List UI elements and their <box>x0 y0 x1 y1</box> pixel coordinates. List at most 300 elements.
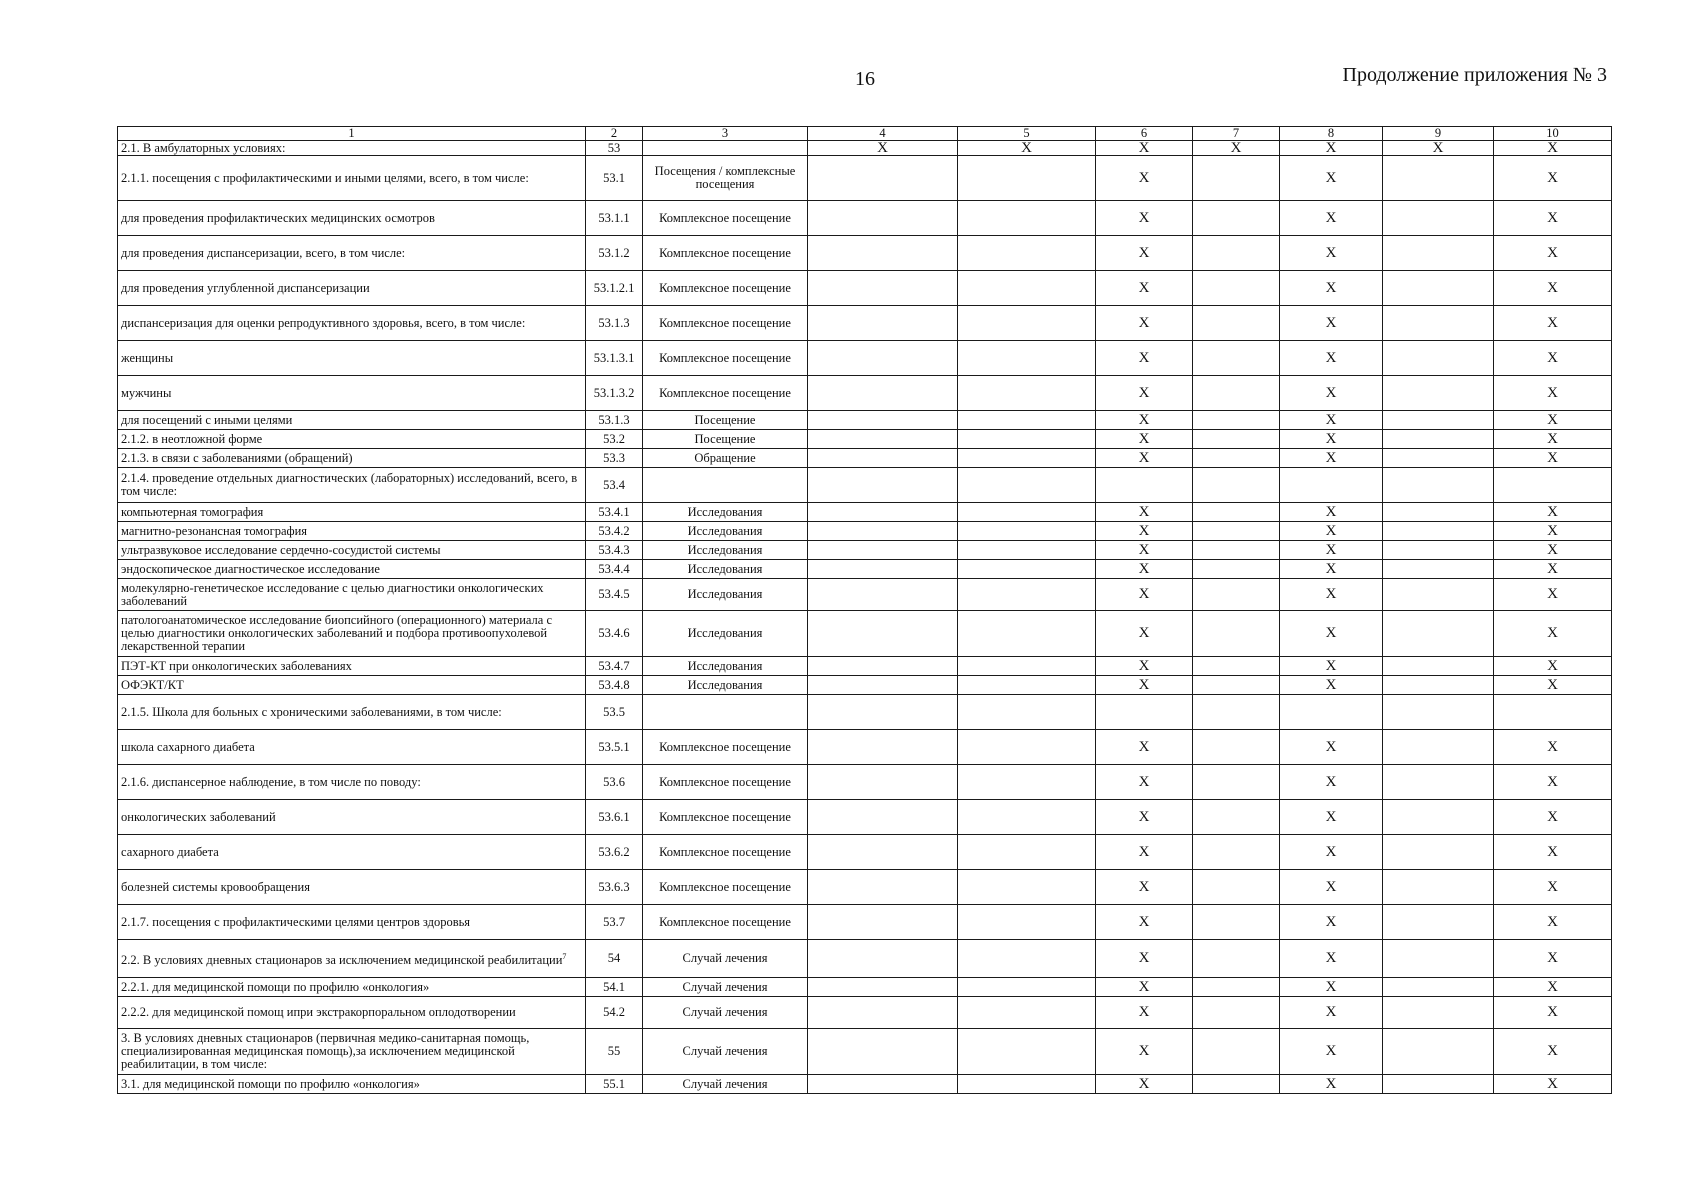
row-code: 53.4.2 <box>586 522 643 541</box>
row-mark-cell <box>958 430 1096 449</box>
row-mark-cell: X <box>1494 940 1612 978</box>
table-row <box>118 306 1612 341</box>
row-mark-cell <box>1193 800 1280 835</box>
row-mark-cell <box>1193 765 1280 800</box>
row-mark-cell: X <box>1494 449 1612 468</box>
row-mark-cell <box>958 503 1096 522</box>
row-code: 53.6.3 <box>586 870 643 905</box>
row-mark-cell <box>1193 271 1280 306</box>
row-mark-cell <box>1193 1029 1280 1075</box>
row-mark-cell <box>1383 997 1494 1029</box>
row-mark-cell: X <box>1096 835 1193 870</box>
row-mark-cell: X <box>1280 411 1383 430</box>
row-code: 53.1.3.1 <box>586 341 643 376</box>
row-mark-cell <box>1383 411 1494 430</box>
row-mark-cell: X <box>1494 271 1612 306</box>
row-mark-cell <box>958 730 1096 765</box>
row-label-text: 3.1. для медицинской помощи по профилю «онкология» <box>121 1076 420 1091</box>
table-row <box>118 870 1612 905</box>
row-mark-cell: X <box>1096 236 1193 271</box>
row-mark-cell <box>958 870 1096 905</box>
row-mark-cell <box>808 306 958 341</box>
row-label <box>118 376 586 411</box>
row-mark-cell: X <box>1494 997 1612 1029</box>
row-label <box>118 579 586 611</box>
row-mark-cell <box>958 306 1096 341</box>
row-mark-cell: X <box>1494 430 1612 449</box>
row-mark-cell: X <box>1280 579 1383 611</box>
row-mark-cell: X <box>1280 978 1383 997</box>
row-label <box>118 978 586 997</box>
row-mark-cell <box>1383 306 1494 341</box>
row-label-text: патологоанатомическое исследование биопсийного (операционного) материала с целью диагностики онкологических заболеваний и подбора противоопухолевой лекарственной терапии <box>121 613 553 653</box>
row-mark-cell: X <box>808 141 958 156</box>
row-unit: Исследования <box>643 676 808 695</box>
row-label <box>118 236 586 271</box>
row-mark-cell: X <box>1494 141 1612 156</box>
row-mark-cell <box>1193 579 1280 611</box>
row-mark-cell <box>958 236 1096 271</box>
table-row <box>118 676 1612 695</box>
row-mark-cell <box>958 341 1096 376</box>
row-mark-cell <box>808 800 958 835</box>
row-mark-cell: X <box>1280 236 1383 271</box>
row-mark-cell <box>808 940 958 978</box>
row-mark-cell <box>958 201 1096 236</box>
row-mark-cell: X <box>1096 1075 1193 1094</box>
table-row <box>118 156 1612 201</box>
row-mark-cell <box>808 997 958 1029</box>
row-label-text: 2.1.7. посещения с профилактическими целями центров здоровья <box>121 914 471 929</box>
row-mark-cell: X <box>1280 522 1383 541</box>
row-code: 53.4.4 <box>586 560 643 579</box>
row-mark-cell <box>1383 156 1494 201</box>
column-number: 10 <box>1494 127 1612 141</box>
column-number: 8 <box>1280 127 1383 141</box>
row-label <box>118 611 586 657</box>
row-mark-cell <box>808 236 958 271</box>
row-unit: Комплексное посещение <box>643 376 808 411</box>
row-mark-cell: X <box>1280 997 1383 1029</box>
row-mark-cell: X <box>1280 905 1383 940</box>
table-row <box>118 835 1612 870</box>
column-number: 1 <box>118 127 586 141</box>
column-number: 7 <box>1193 127 1280 141</box>
row-mark-cell: X <box>1280 430 1383 449</box>
column-number: 9 <box>1383 127 1494 141</box>
row-mark-cell <box>808 978 958 997</box>
row-mark-cell: X <box>1096 765 1193 800</box>
row-mark-cell <box>1193 978 1280 997</box>
row-code: 53.3 <box>586 449 643 468</box>
row-mark-cell <box>808 676 958 695</box>
row-mark-cell: X <box>1383 141 1494 156</box>
row-mark-cell <box>958 541 1096 560</box>
row-label-text: школа сахарного диабета <box>121 739 255 754</box>
row-mark-cell: X <box>1096 997 1193 1029</box>
row-unit <box>643 141 808 156</box>
row-mark-cell: X <box>1280 800 1383 835</box>
row-mark-cell: X <box>1494 657 1612 676</box>
row-unit: Исследования <box>643 541 808 560</box>
row-label <box>118 411 586 430</box>
row-mark-cell: X <box>1280 835 1383 870</box>
row-mark-cell <box>808 1029 958 1075</box>
row-unit: Исследования <box>643 503 808 522</box>
row-label-text: ОФЭКТ/КТ <box>121 677 184 692</box>
row-code: 53 <box>586 141 643 156</box>
row-label-text: сахарного диабета <box>121 844 219 859</box>
row-unit: Комплексное посещение <box>643 201 808 236</box>
row-code: 54.1 <box>586 978 643 997</box>
row-label-text: 2.1.5. Школа для больных с хроническими заболеваниями, в том числе: <box>121 704 502 719</box>
row-label <box>118 430 586 449</box>
row-mark-cell <box>1193 997 1280 1029</box>
row-code: 53.6 <box>586 765 643 800</box>
row-label <box>118 657 586 676</box>
row-mark-cell: X <box>1096 560 1193 579</box>
row-unit: Исследования <box>643 611 808 657</box>
row-label-text: 2.2. В условиях дневных стационаров за исключением медицинской реабилитации <box>121 953 563 968</box>
row-unit: Комплексное посещение <box>643 800 808 835</box>
row-mark-cell: X <box>1280 541 1383 560</box>
row-mark-cell <box>1383 341 1494 376</box>
row-unit: Исследования <box>643 579 808 611</box>
row-mark-cell <box>1193 905 1280 940</box>
row-label-text: 2.1. В амбулаторных условиях: <box>121 140 286 155</box>
row-code: 53.4.7 <box>586 657 643 676</box>
row-mark-cell <box>1383 271 1494 306</box>
row-label <box>118 541 586 560</box>
row-mark-cell <box>1383 201 1494 236</box>
row-mark-cell <box>1193 1075 1280 1094</box>
row-label <box>118 156 586 201</box>
row-mark-cell <box>1383 1075 1494 1094</box>
table-row <box>118 201 1612 236</box>
row-mark-cell <box>808 1075 958 1094</box>
row-mark-cell: X <box>1494 870 1612 905</box>
row-mark-cell: X <box>1494 306 1612 341</box>
row-code: 53.1.3 <box>586 411 643 430</box>
row-mark-cell: X <box>1280 1029 1383 1075</box>
row-mark-cell <box>958 522 1096 541</box>
row-mark-cell <box>1383 800 1494 835</box>
row-code: 55.1 <box>586 1075 643 1094</box>
table-row <box>118 430 1612 449</box>
row-mark-cell <box>1193 611 1280 657</box>
row-label-text: магнитно-резонансная томография <box>121 523 308 538</box>
row-unit: Случай лечения <box>643 978 808 997</box>
row-mark-cell: X <box>1280 1075 1383 1094</box>
table-row <box>118 468 1612 503</box>
row-code: 53.1.2.1 <box>586 271 643 306</box>
row-mark-cell <box>1383 695 1494 730</box>
row-mark-cell <box>1383 430 1494 449</box>
row-mark-cell: X <box>1096 449 1193 468</box>
row-mark-cell <box>1280 468 1383 503</box>
row-mark-cell: X <box>1280 730 1383 765</box>
row-mark-cell: X <box>958 141 1096 156</box>
column-number: 3 <box>643 127 808 141</box>
row-mark-cell: X <box>1280 503 1383 522</box>
row-mark-cell: X <box>1096 730 1193 765</box>
row-mark-cell <box>808 541 958 560</box>
row-mark-cell <box>808 503 958 522</box>
row-mark-cell <box>1193 156 1280 201</box>
row-mark-cell <box>1383 611 1494 657</box>
row-mark-cell <box>958 997 1096 1029</box>
row-code: 53.1.3 <box>586 306 643 341</box>
table-row <box>118 800 1612 835</box>
column-number: 5 <box>958 127 1096 141</box>
table-row <box>118 141 1612 156</box>
row-code: 53.1.3.2 <box>586 376 643 411</box>
row-code: 55 <box>586 1029 643 1075</box>
row-mark-cell <box>958 411 1096 430</box>
table-row <box>118 905 1612 940</box>
table-row <box>118 940 1612 978</box>
row-code: 53.1.2 <box>586 236 643 271</box>
row-mark-cell <box>958 560 1096 579</box>
row-code: 53.1 <box>586 156 643 201</box>
row-unit: Комплексное посещение <box>643 306 808 341</box>
row-mark-cell: X <box>1096 503 1193 522</box>
row-mark-cell <box>958 1075 1096 1094</box>
row-code: 53.5 <box>586 695 643 730</box>
row-mark-cell: X <box>1494 376 1612 411</box>
row-mark-cell: X <box>1096 870 1193 905</box>
row-mark-cell: X <box>1096 940 1193 978</box>
row-label <box>118 905 586 940</box>
row-label-text: 2.1.1. посещения с профилактическими и иными целями, всего, в том числе: <box>121 170 529 185</box>
row-mark-cell <box>1383 657 1494 676</box>
row-mark-cell <box>808 870 958 905</box>
row-mark-cell <box>958 800 1096 835</box>
row-mark-cell <box>1193 695 1280 730</box>
row-label-text: онкологических заболеваний <box>121 809 276 824</box>
row-mark-cell <box>1383 1029 1494 1075</box>
table-row <box>118 997 1612 1029</box>
row-mark-cell <box>1193 676 1280 695</box>
row-code: 53.6.2 <box>586 835 643 870</box>
row-mark-cell <box>1193 468 1280 503</box>
row-unit <box>643 695 808 730</box>
row-label-text: 2.1.4. проведение отдельных диагностических (лабораторных) исследований, всего, в том числе: <box>121 471 578 498</box>
row-unit <box>643 468 808 503</box>
column-number: 2 <box>586 127 643 141</box>
row-mark-cell: X <box>1494 503 1612 522</box>
row-code: 53.4.1 <box>586 503 643 522</box>
row-mark-cell <box>1193 657 1280 676</box>
table-row <box>118 449 1612 468</box>
table-row <box>118 657 1612 676</box>
row-label <box>118 503 586 522</box>
row-mark-cell <box>1193 411 1280 430</box>
appendix-table <box>117 126 1612 1094</box>
row-code: 53.7 <box>586 905 643 940</box>
row-mark-cell <box>1193 870 1280 905</box>
row-mark-cell <box>1193 541 1280 560</box>
row-mark-cell: X <box>1494 201 1612 236</box>
row-label <box>118 1075 586 1094</box>
row-mark-cell: X <box>1096 201 1193 236</box>
row-label <box>118 560 586 579</box>
row-unit: Случай лечения <box>643 997 808 1029</box>
row-code: 53.4.8 <box>586 676 643 695</box>
row-mark-cell: X <box>1494 522 1612 541</box>
row-mark-cell <box>1193 940 1280 978</box>
row-mark-cell <box>958 905 1096 940</box>
row-label <box>118 449 586 468</box>
row-unit: Случай лечения <box>643 940 808 978</box>
row-unit: Комплексное посещение <box>643 765 808 800</box>
row-label-text: 2.1.2. в неотложной форме <box>121 431 263 446</box>
row-mark-cell <box>808 560 958 579</box>
row-unit: Посещение <box>643 411 808 430</box>
row-mark-cell: X <box>1494 541 1612 560</box>
row-mark-cell: X <box>1096 271 1193 306</box>
row-mark-cell <box>808 271 958 306</box>
row-mark-cell: X <box>1494 730 1612 765</box>
column-number: 4 <box>808 127 958 141</box>
row-mark-cell: X <box>1494 835 1612 870</box>
table-row <box>118 271 1612 306</box>
row-mark-cell <box>1383 560 1494 579</box>
row-label <box>118 800 586 835</box>
row-mark-cell <box>808 730 958 765</box>
row-unit: Случай лечения <box>643 1075 808 1094</box>
row-mark-cell: X <box>1096 611 1193 657</box>
row-mark-cell: X <box>1096 657 1193 676</box>
row-mark-cell: X <box>1494 905 1612 940</box>
row-mark-cell <box>808 468 958 503</box>
row-unit: Исследования <box>643 522 808 541</box>
row-unit: Обращение <box>643 449 808 468</box>
row-mark-cell <box>808 376 958 411</box>
row-code: 53.4.3 <box>586 541 643 560</box>
table-row <box>118 695 1612 730</box>
row-label <box>118 468 586 503</box>
row-label <box>118 870 586 905</box>
row-mark-cell <box>958 579 1096 611</box>
row-label <box>118 695 586 730</box>
row-mark-cell <box>808 430 958 449</box>
row-label-text: для проведения углубленной диспансеризации <box>121 280 370 295</box>
row-mark-cell: X <box>1096 800 1193 835</box>
row-mark-cell <box>1193 449 1280 468</box>
row-mark-cell <box>1383 835 1494 870</box>
row-mark-cell: X <box>1096 430 1193 449</box>
row-mark-cell <box>958 611 1096 657</box>
row-code: 53.4 <box>586 468 643 503</box>
row-label-text: молекулярно-генетическое исследование с целью диагностики онкологических заболеваний <box>121 580 544 608</box>
row-mark-cell <box>1383 579 1494 611</box>
row-mark-cell: X <box>1494 236 1612 271</box>
row-mark-cell: X <box>1193 141 1280 156</box>
row-mark-cell <box>808 695 958 730</box>
table-row <box>118 1075 1612 1094</box>
row-mark-cell <box>808 835 958 870</box>
row-label <box>118 271 586 306</box>
row-mark-cell: X <box>1096 341 1193 376</box>
row-label <box>118 141 586 156</box>
row-mark-cell <box>958 1029 1096 1075</box>
row-mark-cell <box>1383 236 1494 271</box>
row-code: 53.4.5 <box>586 579 643 611</box>
row-mark-cell <box>1096 695 1193 730</box>
row-mark-cell <box>808 611 958 657</box>
table-row <box>118 579 1612 611</box>
row-mark-cell: X <box>1280 940 1383 978</box>
row-label <box>118 676 586 695</box>
row-mark-cell: X <box>1096 579 1193 611</box>
row-mark-cell <box>1383 978 1494 997</box>
row-mark-cell <box>958 156 1096 201</box>
row-mark-cell <box>1383 730 1494 765</box>
row-label <box>118 341 586 376</box>
row-mark-cell: X <box>1494 560 1612 579</box>
row-label-text: 2.2.1. для медицинской помощи по профилю «онкология» <box>121 979 430 994</box>
row-mark-cell: X <box>1096 376 1193 411</box>
row-mark-cell <box>1383 541 1494 560</box>
row-mark-cell <box>958 271 1096 306</box>
row-mark-cell: X <box>1494 411 1612 430</box>
row-mark-cell <box>808 201 958 236</box>
row-label <box>118 201 586 236</box>
table-row <box>118 376 1612 411</box>
row-mark-cell <box>808 341 958 376</box>
row-unit: Комплексное посещение <box>643 730 808 765</box>
row-mark-cell <box>958 449 1096 468</box>
row-code: 53.1.1 <box>586 201 643 236</box>
row-label-text: компьютерная томография <box>121 504 264 519</box>
row-mark-cell <box>1383 503 1494 522</box>
row-unit: Посещения / комплексные посещения <box>643 156 808 201</box>
row-label-text: 2.1.3. в связи с заболеваниями (обращений) <box>121 450 353 465</box>
row-unit: Посещение <box>643 430 808 449</box>
row-mark-cell: X <box>1494 341 1612 376</box>
row-mark-cell <box>958 940 1096 978</box>
row-mark-cell: X <box>1280 449 1383 468</box>
row-mark-cell <box>1193 376 1280 411</box>
row-label-text: для проведения диспансеризации, всего, в том числе: <box>121 245 406 260</box>
row-mark-cell: X <box>1096 141 1193 156</box>
row-mark-cell <box>1193 522 1280 541</box>
row-mark-cell <box>958 835 1096 870</box>
row-mark-cell <box>958 695 1096 730</box>
row-label-text: эндоскопическое диагностическое исследование <box>121 561 380 576</box>
row-mark-cell <box>1383 376 1494 411</box>
table-row <box>118 611 1612 657</box>
row-label-text: болезней системы кровообращения <box>121 879 310 894</box>
row-mark-cell: X <box>1096 411 1193 430</box>
row-mark-cell: X <box>1096 978 1193 997</box>
row-mark-cell: X <box>1494 579 1612 611</box>
row-mark-cell: X <box>1280 870 1383 905</box>
table-row <box>118 560 1612 579</box>
row-code: 53.6.1 <box>586 800 643 835</box>
table-row <box>118 978 1612 997</box>
row-mark-cell: X <box>1280 611 1383 657</box>
row-mark-cell: X <box>1096 1029 1193 1075</box>
row-label <box>118 940 586 978</box>
row-mark-cell: X <box>1280 560 1383 579</box>
row-label-text: женщины <box>121 350 174 365</box>
row-mark-cell <box>1193 201 1280 236</box>
row-unit: Комплексное посещение <box>643 341 808 376</box>
row-mark-cell <box>1193 430 1280 449</box>
column-number: 6 <box>1096 127 1193 141</box>
